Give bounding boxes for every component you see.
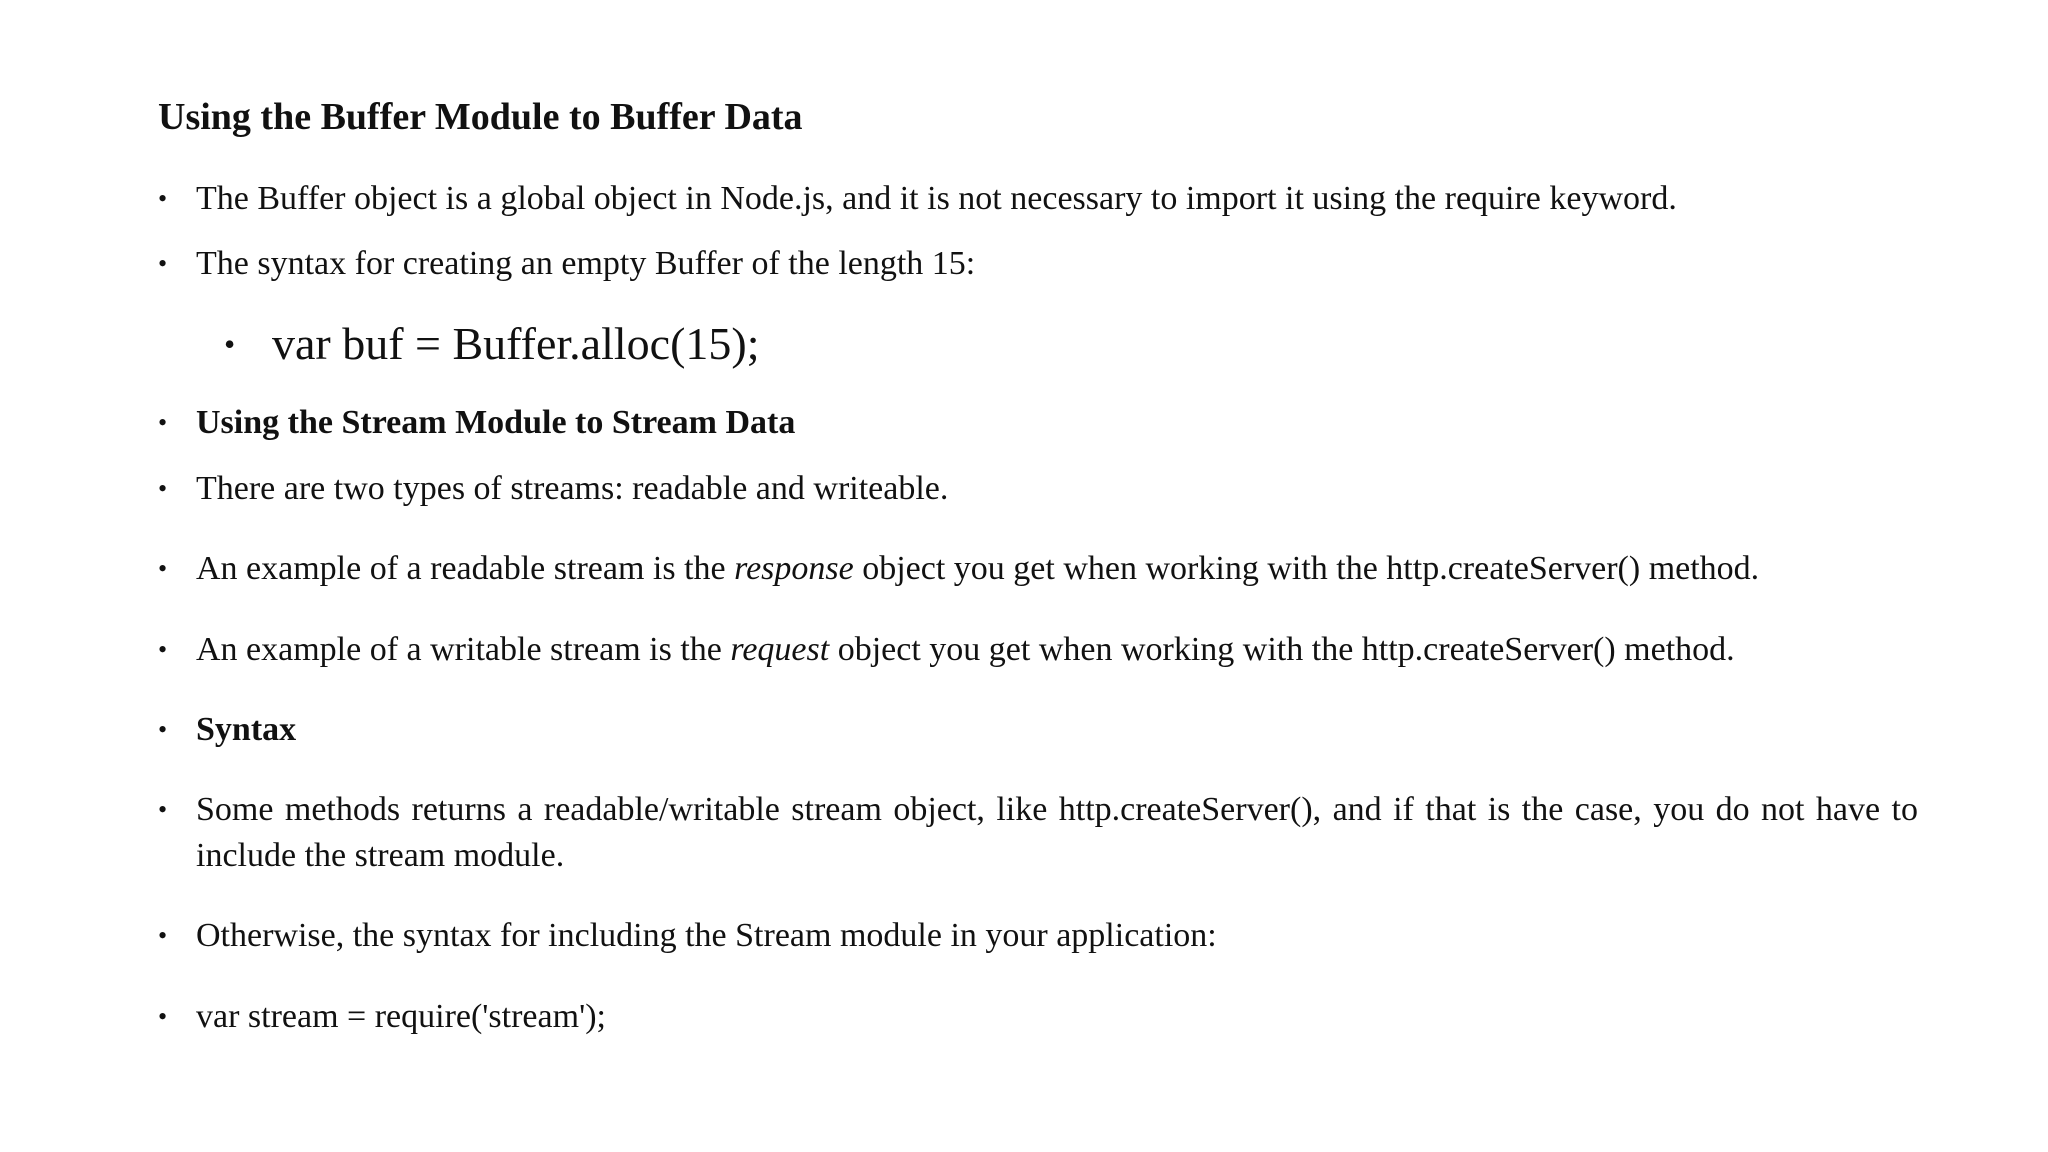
emphasis-response: response bbox=[734, 550, 854, 587]
bullet-icon: • bbox=[158, 921, 168, 950]
list-item-readable-example bbox=[158, 546, 1918, 592]
bullet-icon: • bbox=[224, 326, 236, 362]
list-item-writable-example bbox=[158, 627, 1918, 673]
list-item-text: Some methods returns a readable/writable stream object, like http.createServer(), and if that is the case, you do not have to include the stream module. bbox=[196, 791, 1918, 874]
text-before: An example of a writable stream is the bbox=[196, 631, 731, 668]
list-item-text bbox=[196, 546, 1918, 592]
list-item-text: There are two types of streams: readable and writeable. bbox=[196, 470, 949, 507]
list-item-stream-types bbox=[158, 466, 1918, 512]
bullet-icon: • bbox=[158, 474, 168, 503]
section-heading-stream: Using the Stream Module to Stream Data bbox=[196, 404, 796, 441]
bullet-icon: • bbox=[158, 408, 168, 437]
bullet-icon: • bbox=[158, 635, 168, 664]
list-item-text: The Buffer object is a global object in Node.js, and it is not necessary to import it using the require keyword. bbox=[196, 180, 1677, 217]
list-item-buffer-global bbox=[158, 176, 1918, 222]
code-line-buffer-alloc: var buf = Buffer.alloc(15); bbox=[272, 318, 760, 369]
bullet-icon: • bbox=[158, 249, 168, 278]
bullet-icon: • bbox=[158, 715, 168, 744]
text-after: object you get when working with the http.createServer() method. bbox=[829, 631, 1735, 668]
bullet-icon: • bbox=[158, 1002, 168, 1031]
text-before: An example of a readable stream is the bbox=[196, 550, 735, 587]
bullet-icon: • bbox=[158, 554, 168, 583]
list-item-text: The syntax for creating an empty Buffer of the length 15: bbox=[196, 245, 976, 282]
list-item-buffer-code bbox=[224, 316, 1984, 372]
list-item-text: Otherwise, the syntax for including the Stream module in your application: bbox=[196, 917, 1217, 954]
list-item-otherwise-syntax bbox=[158, 913, 1918, 959]
slide-title: Using the Buffer Module to Buffer Data bbox=[158, 96, 803, 138]
list-item-require-stream bbox=[158, 994, 1918, 1040]
bullet-icon: • bbox=[158, 184, 168, 213]
code-line-require-stream: var stream = require('stream'); bbox=[196, 998, 606, 1035]
bullet-icon: • bbox=[158, 795, 168, 824]
list-item-text bbox=[196, 627, 1918, 673]
emphasis-request: request bbox=[730, 631, 830, 668]
list-item-stream-heading bbox=[158, 400, 1918, 446]
section-heading-syntax: Syntax bbox=[196, 711, 297, 748]
list-item-stream-methods bbox=[158, 787, 1918, 879]
list-item-buffer-syntax bbox=[158, 241, 1918, 287]
text-after: object you get when working with the http.createServer() method. bbox=[853, 550, 1760, 587]
list-item-syntax-heading bbox=[158, 707, 1918, 753]
